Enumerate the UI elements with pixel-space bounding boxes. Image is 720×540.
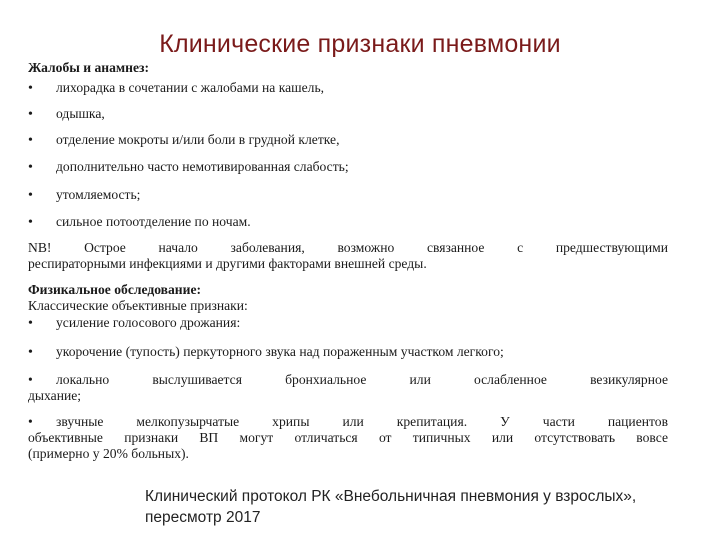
complaint-text: утомляемость; <box>56 187 141 202</box>
complaint-text: сильное потоотделение по ночам. <box>56 214 251 229</box>
bullet-icon: • <box>28 133 33 148</box>
exam-text: локально выслушивается бронхиальное или ослабленное везикулярное <box>56 372 668 387</box>
complaint-item <box>28 187 668 204</box>
bullet-icon: • <box>28 316 33 331</box>
slide-title: Клинические признаки пневмонии <box>159 30 561 58</box>
exam-text: звучные мелкопузырчатые хрипы или крепитация. У части пациентов <box>56 414 668 429</box>
complaints-heading: Жалобы и анамнез: <box>28 60 150 75</box>
complaint-item <box>28 132 668 149</box>
exam-item <box>28 414 668 462</box>
exam-item <box>28 344 668 361</box>
bullet-icon: • <box>28 188 33 203</box>
exam-item <box>28 315 668 332</box>
exam-subheading: Классические объективные признаки: <box>28 298 248 313</box>
complaint-text: лихорадка в сочетании с жалобами на кашель, <box>56 80 325 95</box>
complaint-item <box>28 159 668 176</box>
nb-note <box>28 240 668 272</box>
source-citation <box>145 486 685 528</box>
bullet-icon: • <box>28 345 33 360</box>
exam-text: дыхание; <box>28 388 82 403</box>
exam-heading: Физикальное обследование: <box>28 282 202 297</box>
citation-line: пересмотр 2017 <box>145 509 261 526</box>
bullet-icon: • <box>28 372 33 387</box>
nb-note-line: NB! Острое начало заболевания, возможно связанное с предшествующими <box>28 240 668 255</box>
complaint-text: одышка, <box>56 106 105 121</box>
bullet-icon: • <box>28 107 33 122</box>
complaint-text: дополнительно часто немотивированная слабость; <box>56 159 349 174</box>
complaint-item <box>28 214 668 231</box>
exam-item <box>28 372 668 404</box>
complaint-item <box>28 106 668 123</box>
complaint-text: отделение мокроты и/или боли в грудной клетке, <box>56 132 340 147</box>
bullet-icon: • <box>28 81 33 96</box>
exam-text: укорочение (тупость) перкуторного звука над пораженным участком легкого; <box>56 344 504 359</box>
exam-text: объективные признаки ВП могут отличаться от типичных или отсутствовать вовсе <box>28 430 668 445</box>
citation-line: Клинический протокол РК «Внебольничная пневмония у взрослых», <box>145 488 637 505</box>
exam-text: (примерно у 20% больных). <box>28 446 189 461</box>
bullet-icon: • <box>28 160 33 175</box>
bullet-icon: • <box>28 215 33 230</box>
exam-text: усиление голосового дрожания: <box>56 315 241 330</box>
nb-note-line: респираторными инфекциями и другими факторами внешней среды. <box>28 256 427 271</box>
bullet-icon: • <box>28 414 33 429</box>
complaint-item <box>28 80 668 97</box>
